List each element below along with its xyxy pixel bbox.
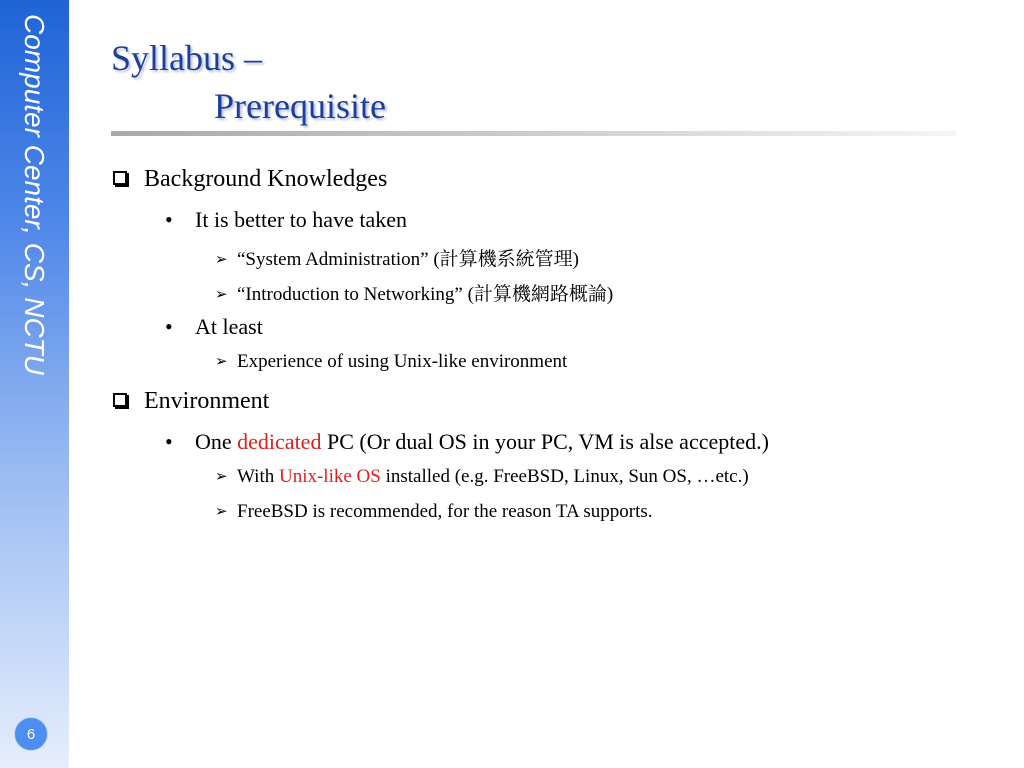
arrow-bullet-icon: ➢ <box>215 252 228 268</box>
list-item-course-1 <box>215 244 579 271</box>
list-item-experience <box>215 351 567 373</box>
at-least-label: At least <box>195 314 263 339</box>
environment-heading: Environment <box>144 388 270 414</box>
os-prefix: With <box>237 466 279 487</box>
pc-prefix: One <box>195 429 238 454</box>
title-line-1: Syllabus – <box>111 38 263 78</box>
course-intro-networking: “Introduction to Networking” (計算機網路概論) <box>237 284 614 305</box>
pc-suffix: PC (Or dual OS in your PC, VM is alse accepted.) <box>321 429 769 454</box>
arrow-bullet-icon: ➢ <box>215 504 228 520</box>
list-item-taken <box>165 207 407 233</box>
freebsd-note: FreeBSD is recommended, for the reason TA supports. <box>237 501 653 522</box>
list-item-environment <box>113 388 269 415</box>
sidebar <box>0 0 69 768</box>
arrow-bullet-icon: ➢ <box>215 354 228 370</box>
list-item-dedicated-pc <box>165 429 769 455</box>
page-title <box>111 34 386 130</box>
page-number-badge: 6 <box>14 717 48 751</box>
pc-highlight: dedicated <box>237 429 322 454</box>
title-divider <box>111 131 956 136</box>
arrow-bullet-icon: ➢ <box>215 469 228 485</box>
list-item-unix-os <box>215 466 749 488</box>
background-heading: Background Knowledges <box>144 166 388 192</box>
os-suffix: installed (e.g. FreeBSD, Linux, Sun OS, …etc.) <box>380 466 749 487</box>
list-item-at-least <box>165 314 263 340</box>
list-item-course-2 <box>215 279 613 306</box>
os-highlight: Unix-like OS <box>278 466 381 487</box>
box-bullet-icon <box>113 393 127 407</box>
taken-label: It is better to have taken <box>195 207 407 232</box>
dot-bullet-icon: • <box>165 429 173 454</box>
experience-text: Experience of using Unix-like environment <box>237 351 568 372</box>
box-bullet-icon <box>113 171 127 185</box>
dot-bullet-icon: • <box>165 207 173 232</box>
course-system-administration: “System Administration” (計算機系統管理) <box>237 249 579 270</box>
list-item-freebsd <box>215 501 653 523</box>
dot-bullet-icon: • <box>165 314 173 339</box>
sidebar-label: Computer Center, CS, NCTU <box>19 14 50 375</box>
title-line-2: Prerequisite <box>214 86 386 126</box>
list-item-background <box>113 166 387 193</box>
arrow-bullet-icon: ➢ <box>215 287 228 303</box>
